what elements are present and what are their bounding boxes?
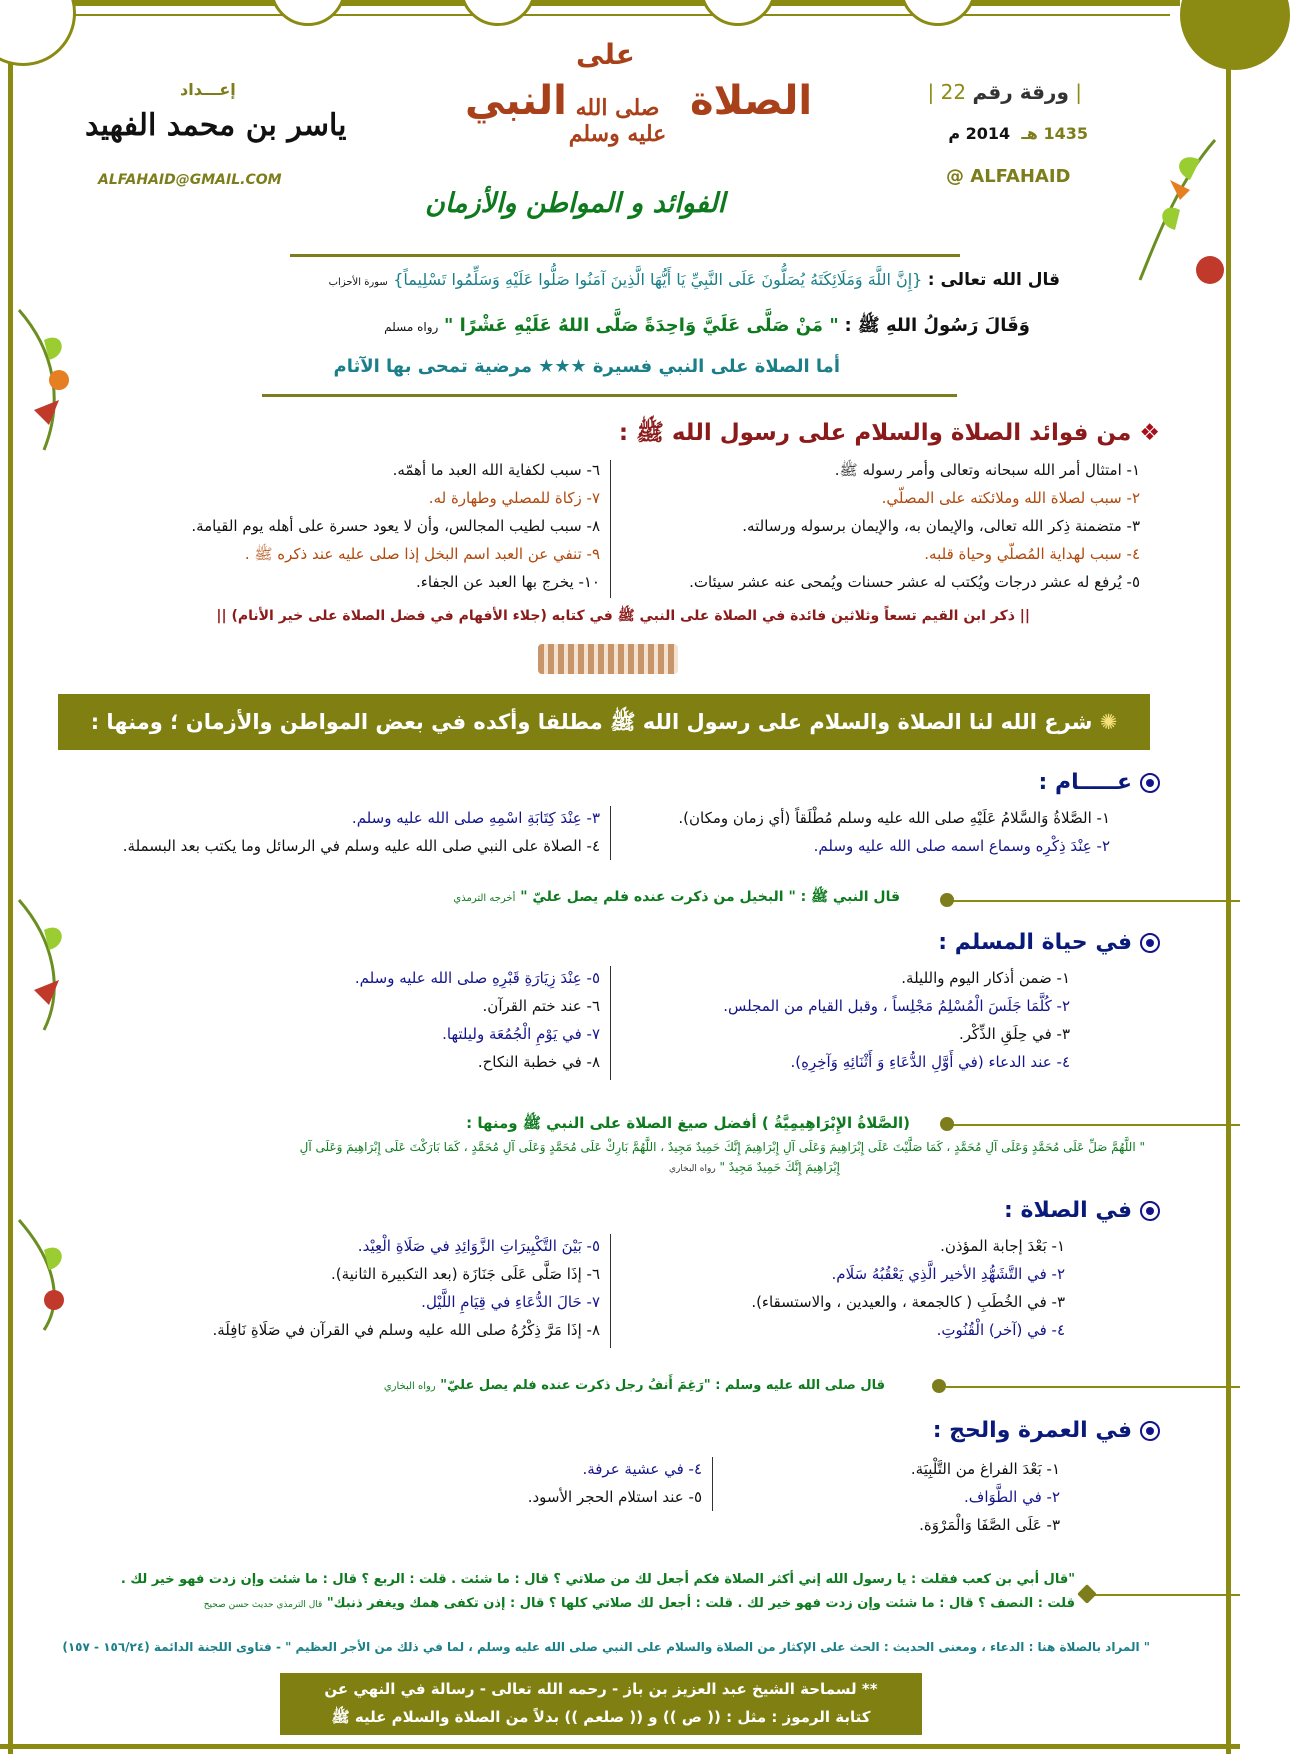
- banner-text: شرع الله لنا الصلاة والسلام على رسول الله ﷺ مطلقا وأكده في بعض المواطن والأزمان ؛ ومنها :: [90, 710, 1093, 734]
- list-item: ٧- زكاة للمصلي وطهارة له.: [428, 489, 600, 507]
- general-heading-text: عـــــام :: [1038, 770, 1132, 795]
- list-item: ١- الصَّلاةُ وَالسَّلامُ عَلَيْهِ صلى الله عليه وسلم مُطْلَقاً (أي زمان ومكان).: [678, 809, 1110, 827]
- footer-note: " المراد بالصلاة هنا : الدعاء ، ومعنى الحديث : الحث على الإكثار من الصلاة والسلام على النبي صلى الله عليه وسلم ، لما في ذلك من الأجر العظيم " - فتاوى اللجنة الدائمة (١٥٦/٢٤ - ١٥٧): [62, 1640, 1150, 1654]
- ibrahimiya-text-2: [669, 1160, 840, 1174]
- hadith-line: [230, 314, 1030, 340]
- benefits-heading-text: من فوائد الصلاة والسلام على رسول الله ﷺ :: [618, 420, 1132, 446]
- deco-circle: [900, 0, 976, 26]
- muslim-life-right-col: [610, 964, 1070, 1076]
- ibrahimiya-text-cont: إِبْرَاهِيمَ إِنَّكَ حَمِيدٌ مَجِيدٌ ": [719, 1160, 840, 1174]
- list-item: ٢- سبب لصلاة الله وملائكته على المصلّي.: [881, 489, 1140, 507]
- date-line: [948, 124, 1088, 143]
- quote-connector: [946, 1124, 1240, 1126]
- list-item: ٣- في حِلَقِ الذِّكْر.: [959, 1025, 1070, 1043]
- greg-year: 2014 م: [948, 124, 1011, 143]
- list-item: ٣- في الخُطَبِ ( كالجمعة ، والعيدين ، والاستسقاء).: [751, 1293, 1065, 1311]
- frame-bottom: [0, 1744, 1240, 1749]
- prayer-heading: [1004, 1198, 1160, 1223]
- general-heading: [1039, 770, 1160, 795]
- deco-circle: [0, 0, 76, 66]
- list-item: ٦- سبب لكفاية الله العبد ما أهمّه.: [392, 461, 600, 479]
- sheet-label: ورقة رقم: [972, 80, 1069, 104]
- list-item: ١- بَعْدَ الفراغ من التَّلْبِيَة.: [910, 1460, 1060, 1478]
- list-item: ٥- عند استلام الحجر الأسود.: [527, 1488, 702, 1506]
- list-item: ٥- يُرفع له عشر درجات ويُكتب له عشر حسنات ويُمحى عنه عشر سيئات.: [689, 573, 1140, 591]
- divider: [290, 254, 960, 257]
- floral-ornament: [14, 1210, 84, 1340]
- target-icon: [1140, 1421, 1160, 1441]
- column-separator: [610, 460, 611, 598]
- list-item: ٢- كُلَّمَا جَلَسَ الْمُسْلِمُ مَجْلِساً ، وقبل القيام من المجلس.: [723, 997, 1070, 1015]
- list-item: ٢- في التَّشَهُّدِ الأخير الَّذِي يَعْقُبُهُ سَلَام.: [831, 1265, 1065, 1283]
- footer-box: [280, 1673, 922, 1735]
- list-item: ١- ضمن أذكار اليوم والليلة.: [901, 969, 1070, 987]
- umrah-heading-text: في العمرة والحج :: [932, 1418, 1132, 1443]
- column-separator: [610, 806, 611, 860]
- deco-corner-circle: [1180, 0, 1290, 70]
- ornament-divider: [538, 644, 678, 674]
- ibrahimiya-ref: رواه البخاري: [669, 1164, 716, 1174]
- umrah-left-col: [342, 1455, 702, 1511]
- footer-hadith-1: "قال أبي بن كعب فقلت : يا رسول الله إني أكثر الصلاة فكم أجعل لك من صلاتي ؟ قال : ما شئت . قلت : الربع ؟ قال : ما شئت وإن زدت فهو خير لك .: [120, 1572, 1075, 1587]
- quote-connector: [946, 900, 1240, 902]
- author-name: ياسر بن محمد الفهيد: [85, 108, 347, 143]
- column-separator: [610, 966, 611, 1080]
- list-item: ٣- عَلَى الصَّفَا وَالْمَرْوَة.: [919, 1516, 1060, 1534]
- connector-dot: [932, 1379, 946, 1393]
- sheet-info: | ورقة رقم 22 |: [927, 80, 1082, 104]
- verse-line: [160, 270, 1060, 290]
- list-item: ٨- إذَا مَرَّ ذِكْرُهُ صلى الله عليه وسلم في القرآن في صَلَاةِ نَافِلَة.: [212, 1321, 600, 1339]
- muslim-life-left-col: [140, 964, 600, 1076]
- verse-prefix: قال الله تعالى :: [927, 270, 1060, 290]
- list-item: ٦- إذَا صَلَّى عَلَى جَنَازَة (بعد التكبيرة الثانية).: [330, 1265, 600, 1283]
- list-item: ٣- عِنْدَ كِتَابَةِ اسْمِهِ صلى الله عليه وسلم.: [351, 809, 600, 827]
- hadith-prefix: وَقَالَ رَسُولُ اللهِ ﷺ :: [844, 315, 1030, 336]
- umrah-heading: [933, 1418, 1160, 1443]
- list-item: ٤- في عشية عرفة.: [582, 1460, 702, 1478]
- list-item: ٤- في (آخر) الْقُنُوتِ.: [936, 1321, 1065, 1339]
- quote-connector: [1085, 1594, 1240, 1596]
- ibrahimiya-text: " اللَّهُمَّ صَلِّ عَلَى مُحَمَّدٍ وَعَلَى آلِ مُحَمَّدٍ ، كَمَا صَلَّيْتَ عَلَى إِبْرَاهِيمَ وَعَلَى آلِ إِبْرَاهِيمَ إِنَّكَ حَمِيدٌ مَجِيدٌ ، اللَّهُمَّ بَارِكْ عَلَى مُحَمَّدٍ وَعَلَى آلِ مُحَمَّدٍ ، كَمَا بَارَكْتَ عَلَى إِبْرَاهِيمَ وَعَلَى آلِ: [299, 1140, 1145, 1154]
- deco-circle: [460, 0, 536, 26]
- floral-ornament: [1120, 120, 1230, 290]
- target-icon: [1140, 1201, 1160, 1221]
- prayer-quote-ref: رواه البخاري: [383, 1381, 436, 1392]
- general-left-col: [80, 804, 600, 860]
- list-item: ٧- حَالَ الدُّعَاءِ في قِيَامِ اللَّيْل.: [421, 1293, 600, 1311]
- muslim-life-heading: [938, 930, 1160, 955]
- connector-dot: [940, 1117, 954, 1131]
- title-salat: الصلاة: [690, 78, 813, 124]
- column-separator: [610, 1234, 611, 1348]
- muslim-life-heading-text: في حياة المسلم :: [938, 930, 1132, 955]
- list-item: ٤- سبب لهداية المُصلّي وحياة قلبه.: [924, 545, 1140, 563]
- benefits-right-col: [670, 456, 1140, 596]
- deco-circle: [700, 0, 776, 26]
- sheet-number: 22: [940, 80, 967, 104]
- footer-hadith-2: [204, 1596, 1075, 1611]
- list-item: ٧- في يَوْمِ الْجُمُعَة وليلتها.: [442, 1025, 600, 1043]
- list-item: ٢- عِنْدَ ذِكْرِه وسماع اسمه صلى الله عليه وسلم.: [813, 837, 1110, 855]
- list-item: ٥- عِنْدَ زِيَارَةِ قَبْرِهِ صلى الله عليه وسلم.: [354, 969, 600, 987]
- hijri-year: 1435 هـ: [1021, 124, 1088, 143]
- list-item: ٩- تنفي عن العبد اسم البخل إذا صلى عليه عند ذكره ﷺ .: [244, 545, 600, 563]
- benefits-heading: ❖ من فوائد الصلاة والسلام على رسول الله ﷺ :: [618, 420, 1160, 446]
- list-item: ٨- سبب لطيب المجالس، وأن لا يعود حسرة على أهله يوم القيامة.: [191, 517, 600, 535]
- list-item: ٦- عند ختم القرآن.: [482, 997, 600, 1015]
- prayer-heading-text: في الصلاة :: [1004, 1198, 1132, 1223]
- general-quote-ref: أخرجه الترمذي: [453, 893, 516, 904]
- ibrahimiya-title: (الصَّلاةُ الإِبْرَاهِيمِيَّةُ ) أفضل صيغ الصلاة على النبي ﷺ ومنها :: [466, 1114, 910, 1132]
- title-nabi: النبي: [465, 78, 567, 124]
- list-item: ٢- في الطَّوَاف.: [964, 1488, 1060, 1506]
- connector-dot: [940, 893, 954, 907]
- list-item: ١٠- يخرج بها العبد عن الجفاء.: [416, 573, 600, 591]
- list-item: ٨- في خطبة النكاح.: [477, 1053, 600, 1071]
- frame-left: [8, 0, 13, 1754]
- section-banner: ✺ شرع الله لنا الصلاة والسلام على رسول الله ﷺ مطلقا وأكده في بعض المواطن والأزمان ؛ ومنها :: [58, 694, 1150, 750]
- calligraphy-seal: صلى الله عليه وسلم: [568, 95, 667, 147]
- footer-box-line-1: ** لسماحة الشيخ عبد العزيز بن باز - رحمه الله تعالى - رسالة في النهي عن: [324, 1680, 878, 1698]
- deco-circle: [270, 0, 346, 26]
- title-top: على: [576, 38, 635, 71]
- benefits-note: || ذكر ابن القيم تسعاً وثلاثين فائدة في الصلاة على النبي ﷺ في كتابه (جلاء الأفهام في فضل الصلاة على خير الأنام) ||: [216, 608, 1030, 624]
- prayer-quote-text: قال صلى الله عليه وسلم : "رَغِمَ أَنفُ رجل ذكرت عنده فلم يصل عليّ": [440, 1378, 885, 1393]
- general-right-col: [640, 804, 1110, 860]
- footer-box-line-2: كتابة الرموز : مثل : (( ص )) و (( صلعم )) بدلاً من الصلاة والسلام عليه ﷺ: [331, 1708, 871, 1726]
- frame-top-inner: [60, 14, 1170, 16]
- list-item: ٣- متضمنة ذِكر الله تعالى، والإيمان به، والإيمان برسوله ورسالته.: [742, 517, 1140, 535]
- footer-hadith-2-text: قلت : النصف ؟ قال : ما شئت وإن زدت فهو خير لك . قلت : أجعل لك صلاتي كلها ؟ قال : إذن تكفى همك ويغفر ذنبك": [326, 1596, 1075, 1611]
- list-item: ٤- الصلاة على النبي صلى الله عليه وسلم في الرسائل وما يكتب بعد البسملة.: [122, 837, 600, 855]
- list-item: ١- بَعْدَ إجابة المؤذن.: [940, 1237, 1065, 1255]
- prayer-left-col: [140, 1232, 600, 1344]
- column-separator: [712, 1457, 713, 1511]
- general-quote: [453, 888, 900, 908]
- target-icon: [1140, 773, 1160, 793]
- prayer-right-col: [605, 1232, 1065, 1344]
- author-email: ALFAHAID@GMAIL.COM: [98, 172, 282, 188]
- frame-right: [1226, 40, 1231, 1754]
- twitter-handle: @ ALFAHAID: [946, 166, 1071, 187]
- hadith-text: " مَنْ صَلَّى عَلَيَّ وَاحِدَةً صَلَّى اللهُ عَلَيْهِ عَشْرًا ": [444, 315, 839, 336]
- floral-ornament: [14, 300, 84, 460]
- divider: [262, 394, 957, 397]
- umrah-right-col: [700, 1455, 1060, 1539]
- list-item: ٤- عند الدعاء (في أَوَّلِ الدُّعَاءِ وَ أَثْنَائِهِ وَآخِرِهِ).: [790, 1053, 1070, 1071]
- floral-ornament: [14, 890, 84, 1040]
- quote-connector: [946, 1386, 1240, 1388]
- verse-ref: سورة الأحزاب: [328, 277, 388, 288]
- footer-hadith-2-ref: قال الترمذي حديث حسن صحيح: [203, 1600, 323, 1610]
- list-item: ١- امتثال أمر الله سبحانه وتعالى وأمر رسوله ﷺ.: [834, 461, 1140, 479]
- general-quote-text: قال النبي ﷺ : " البخيل من ذكرت عنده فلم يصل عليّ ": [520, 889, 900, 905]
- frame-top: [0, 0, 1180, 6]
- prepared-label: إعـــداد: [180, 80, 236, 99]
- verse-text: {إِنَّ اللَّهَ وَمَلَائِكَتَهُ يُصَلُّونَ عَلَى النَّبِيِّ يَا أَيُّهَا الَّذِينَ آمَنُوا صَلُّوا عَلَيْهِ وَسَلِّمُوا تَسْلِيماً}: [393, 270, 923, 289]
- connector-dot: [1077, 1584, 1097, 1604]
- list-item: ٥- بَيْنَ التَّكْبِيرَاتِ الزَّوَائِدِ في صَلَاةِ الْعِيْد.: [357, 1237, 600, 1255]
- prayer-quote: [384, 1378, 885, 1393]
- benefits-left-col: [100, 456, 600, 596]
- poem-line: أما الصلاة على النبي فسيرة ★★★ مرضية تمحى بها الآثام: [333, 356, 840, 377]
- hadith-ref: رواه مسلم: [384, 320, 439, 334]
- subtitle: الفوائد و المواطن والأزمان: [425, 188, 726, 219]
- target-icon: [1140, 933, 1160, 953]
